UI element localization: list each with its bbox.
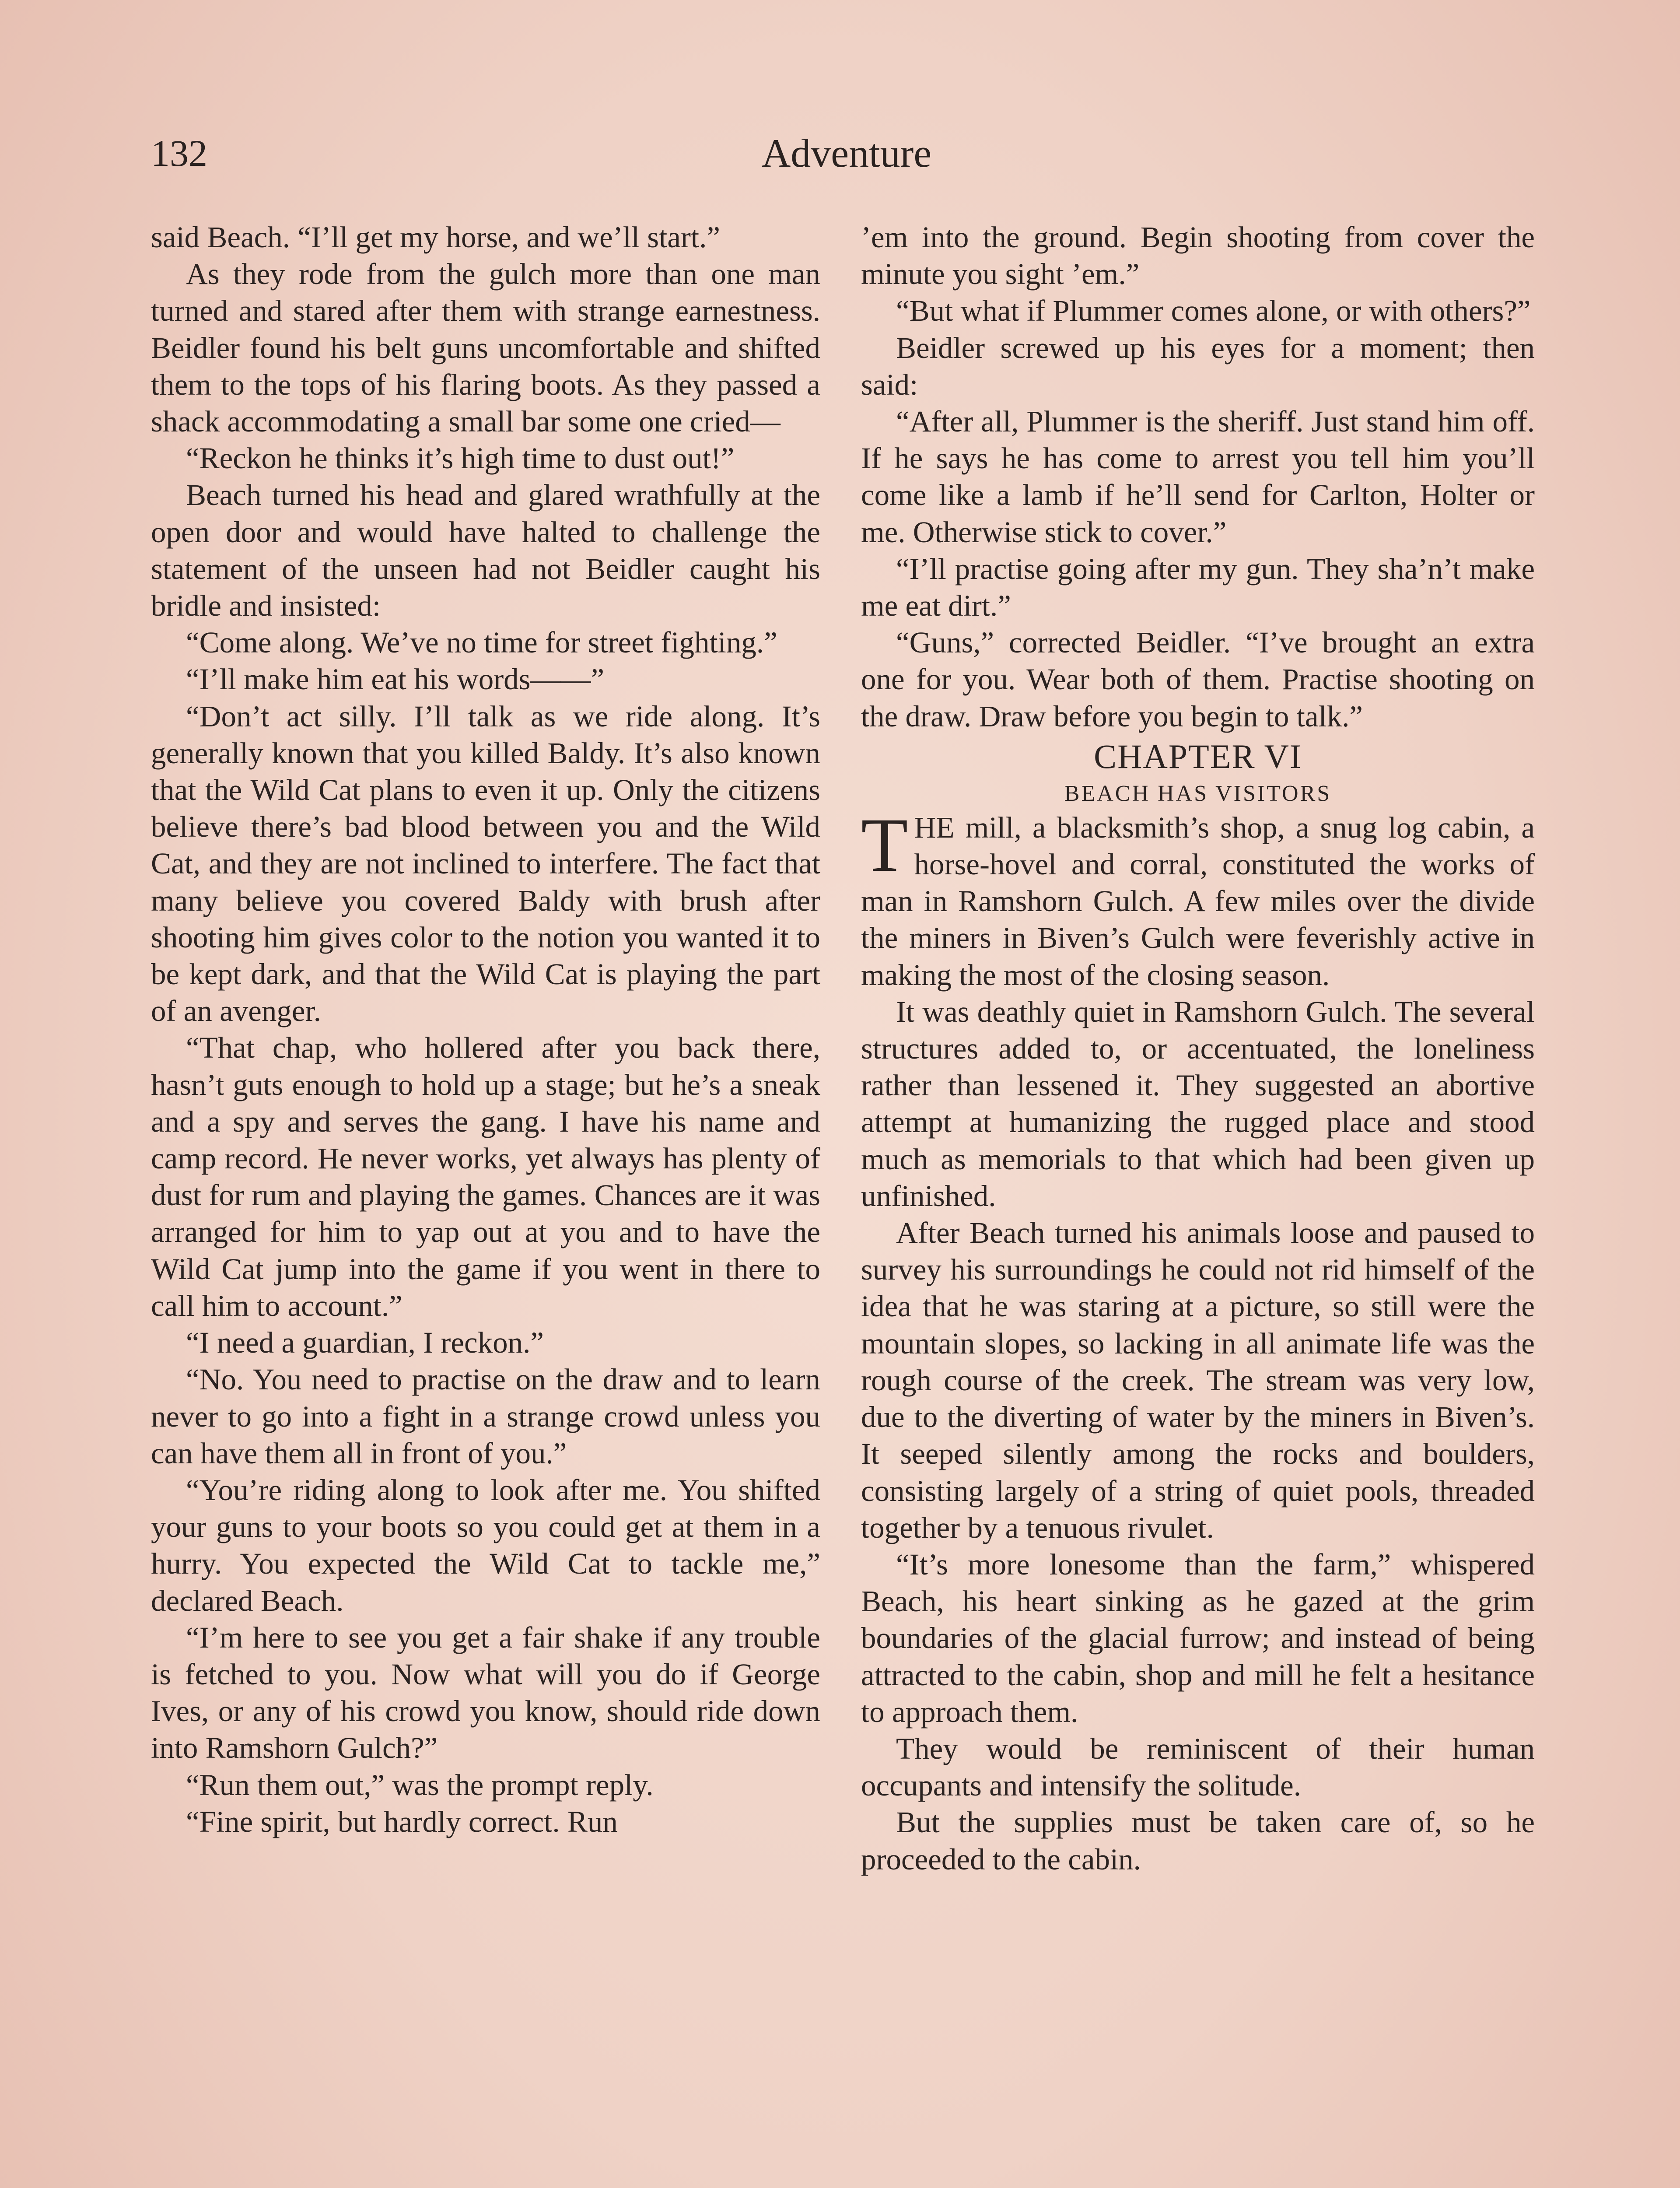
chapter-opening-paragraph xyxy=(861,802,1535,993)
paragraph: “Fine spirit, but hardly correct. Run xyxy=(186,1805,618,1838)
paragraph: “Come along. We’ve no time for street fighting.” xyxy=(186,626,777,659)
paragraph: It was deathly quiet in Ramshorn Gulch. The several structures added to, or accentuated, the loneliness rather than lessened it. They suggested an abortive attempt at humanizing the rugged place and stood much as memorials to that which had been given up unfinished. xyxy=(861,995,1535,1213)
paragraph: “Run them out,” was the prompt reply. xyxy=(186,1768,654,1802)
paragraph: “That chap, who hollered after you back there, hasn’t guts enough to hold up a stage; but he’s a sneak and a spy and serves the gang. I have his name and camp record. He never works, yet always has plenty of dust for rum and playing the games. Chances are it was arranged for him to yap out at you and to have the Wild Cat jump into the game if you went in there to call him to account.” xyxy=(151,1031,820,1322)
page-header xyxy=(151,127,1542,188)
paragraph: “I’ll practise going after my gun. They sha’n’t make me eat dirt.” xyxy=(861,552,1535,623)
paragraph: After Beach turned his animals loose and paused to survey his surroundings he could not rid himself of the idea that he was staring at a picture, so still were the mountain slopes, so lacking in all animate life was the rough course of the creek. The stream was very low, due to the diverting of water by the miners in Biven’s. It seeped silently among the rocks and boulders, consisting largely of a string of quiet pools, threaded together by a tenuous rivulet. xyxy=(861,1216,1535,1544)
left-column xyxy=(151,219,820,2188)
paragraph: “I’m here to see you get a fair shake if any trouble is fetched to you. Now what will you do if George Ives, or any of his crowd you know, should ride down into Ramshorn Gulch?” xyxy=(151,1620,820,1765)
paragraph: “I need a guardian, I reckon.” xyxy=(186,1326,544,1360)
paragraph: As they rode from the gulch more than one man turned and stared after them with strange earnestness. Beidler found his belt guns uncomfortable and shifted them to the tops of his flaring boots. As they passed a shack accommodating a small bar some one cried— xyxy=(151,257,820,438)
paragraph: “After all, Plummer is the sheriff. Just stand him off. If he says he has come to arrest you tell him you’ll come like a lamb if he’ll send for Carlton, Holter or me. Otherwise stick to cover.” xyxy=(861,405,1535,549)
paragraph: said Beach. “I’ll get my horse, and we’ll start.” xyxy=(151,221,720,254)
paragraph: ’em into the ground. Begin shooting from cover the minute you sight ’em.” xyxy=(861,221,1535,291)
paragraph: “Reckon he thinks it’s high time to dust out!” xyxy=(186,442,735,475)
running-head: Adventure xyxy=(761,131,932,175)
chapter-subtitle: BEACH HAS VISITORS xyxy=(1064,781,1332,806)
paragraph: “It’s more lonesome than the farm,” whispered Beach, his heart sinking as he gazed at the grim boundaries of the glacial furrow; and instead of being attracted to the cabin, shop and mill he felt a hesitance to approach them. xyxy=(861,1547,1535,1729)
paragraph: But the supplies must be taken care of, so he proceeded to the cabin. xyxy=(861,1806,1535,1876)
opening-text: HE mill, a blacksmith’s shop, a snug log cabin, a horse-hovel and corral, constituted the works of man in Ramshorn Gulch. A few miles over the divide the miners in Biven’s Gulch were feverishly active in making the most of the closing season. xyxy=(861,810,1535,992)
paragraph: “But what if Plummer comes alone, or with others?” xyxy=(896,294,1531,328)
drop-cap: T xyxy=(861,802,908,888)
paragraph: Beidler screwed up his eyes for a moment; then said: xyxy=(861,331,1535,401)
chapter-title: CHAPTER VI xyxy=(1094,737,1302,775)
right-column xyxy=(861,219,1535,2188)
paragraph: “Don’t act silly. I’ll talk as we ride along. It’s generally known that you killed Baldy. It’s also known that the Wild Cat plans to even it up. Only the citizens believe there’s bad blood between you and the Wild Cat, and they are not inclined to interfere. The fact that many believe you covered Baldy with brush after shooting him gives color to the notion you wanted it to be kept dark, and that the Wild Cat is playing the part of an avenger. xyxy=(151,699,820,1028)
paragraph: They would be reminiscent of their human occupants and intensify the solitude. xyxy=(861,1732,1535,1802)
paragraph: “You’re riding along to look after me. You shifted your guns to your boots so you could get at them in a hurry. You expected the Wild Cat to tackle me,” declared Beach. xyxy=(151,1473,820,1617)
paragraph: “No. You need to practise on the draw and to learn never to go into a fight in a strange crowd unless you can have them all in front of you.” xyxy=(151,1363,820,1470)
paragraph: “I’ll make him eat his words——” xyxy=(186,663,605,696)
paragraph: Beach turned his head and glared wrathfully at the open door and would have halted to challenge the statement of the unseen had not Beidler caught his bridle and insisted: xyxy=(151,478,820,623)
page-number: 132 xyxy=(151,132,207,174)
paragraph: “Guns,” corrected Beidler. “I’ve brought an extra one for you. Wear both of them. Practise shooting on the draw. Draw before you begin to talk.” xyxy=(861,626,1535,733)
